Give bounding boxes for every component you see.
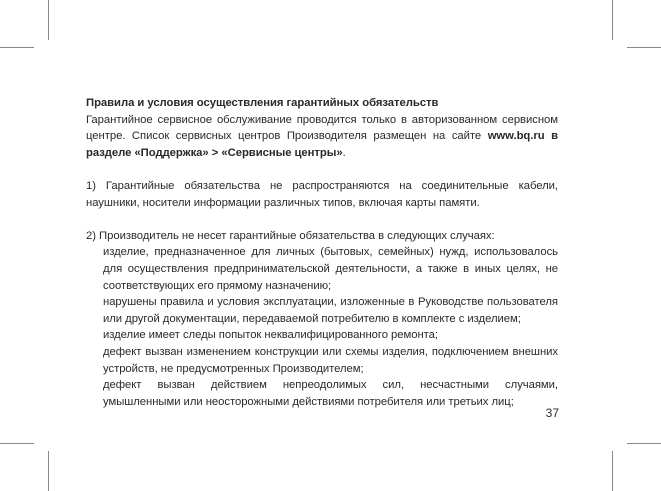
intro-period: .	[342, 146, 346, 159]
spacer	[86, 211, 558, 228]
crop-mark-top-left-v	[48, 0, 49, 40]
crop-mark-bottom-right-v	[612, 451, 613, 491]
case-item: нарушены правила и условия эксплуатации, изложенные в Руководстве пользователя или другой документации, передаваемой потребителю в комплекте с изделием;	[103, 296, 558, 325]
section-title: Правила и условия осуществления гарантийных обязательств	[86, 97, 439, 109]
crop-mark-bottom-left-v	[48, 451, 49, 491]
crop-mark-bottom-right-h	[627, 443, 661, 444]
item-1: 1) Гарантийные обязательства не распространяются на соединительные кабели, наушники, носители информации различных типов, включая карты памяти.	[86, 179, 558, 209]
crop-mark-top-right-h	[627, 47, 661, 48]
page-number: 37	[545, 406, 559, 420]
intro-text: Гарантийное сервисное обслуживание проводится только в авторизованном сервисном центре. Список сервисных центров Производителя размещен на сайте	[86, 113, 558, 143]
case-item: изделие имеет следы попыток неквалифицированного ремонта;	[103, 329, 438, 342]
case-item: дефект вызван изменением конструкции или схемы изделия, подключением внешних устройств, не предусмотренных Производителем;	[103, 345, 558, 375]
item-2-lead: 2) Производитель не несет гарантийные обязательства в следующих случаях:	[86, 229, 495, 242]
crop-mark-top-right-v	[612, 0, 613, 40]
site-link: www.bq.ru	[487, 130, 545, 143]
case-item: дефект вызван действием непреодолимых сил, несчастными случаями, умышленными или неосторожными действиями потребителя или третьих лиц;	[103, 379, 558, 408]
case-item: изделие, предназначенное для личных (бытовых, семейных) нужд, использовалось для осуществления предпринимательской деятельности, а также в иных целях, не соответствующих его прямому назначению;	[103, 246, 558, 292]
support-path: в разделе «Поддержка» > «Сервисные центры»	[86, 130, 558, 159]
document-body	[86, 95, 558, 410]
crop-mark-top-left-h	[0, 47, 34, 48]
intro-paragraph	[86, 112, 558, 162]
crop-mark-bottom-left-h	[0, 443, 34, 444]
spacer	[86, 161, 558, 178]
